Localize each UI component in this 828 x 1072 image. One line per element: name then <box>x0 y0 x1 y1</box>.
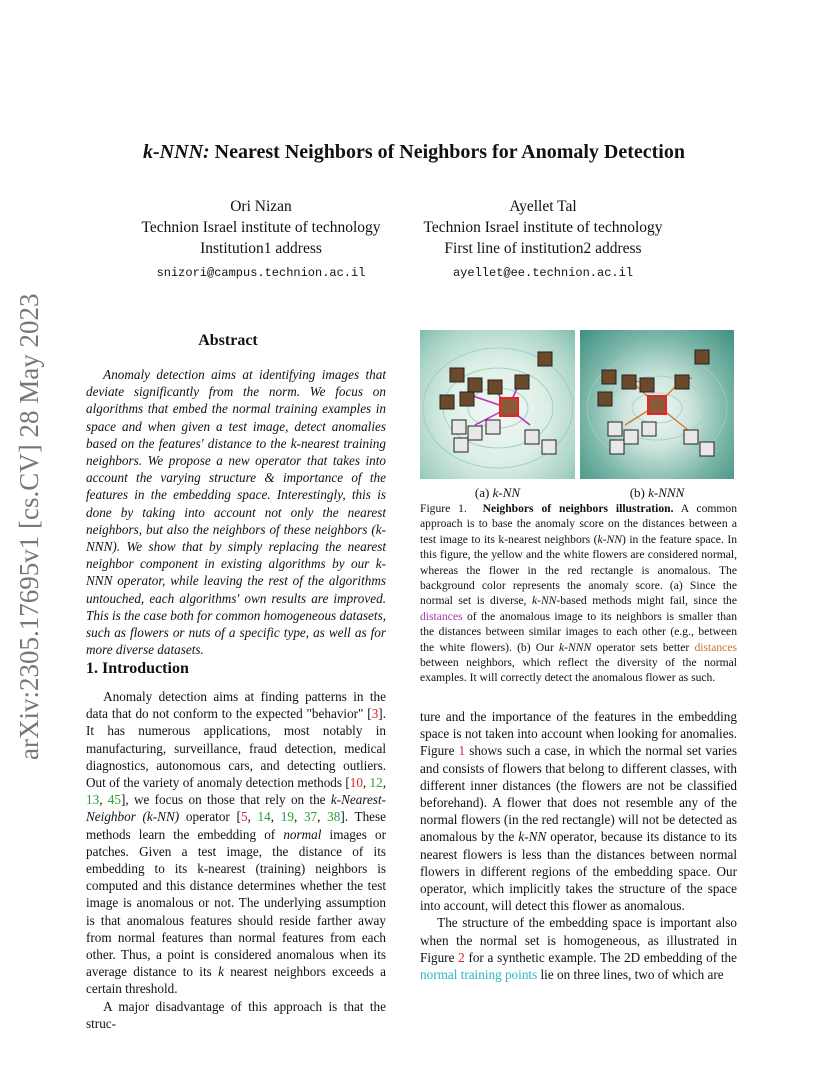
introduction-heading: 1. Introduction <box>86 660 189 677</box>
figure-link[interactable]: 1 <box>458 743 466 759</box>
author-email[interactable]: ayellet@ee.technion.ac.il <box>452 266 634 280</box>
citation-link[interactable]: 37 <box>303 809 318 825</box>
figure-link[interactable]: 2 <box>458 949 465 965</box>
subfigure-label-b: (b) k-NNN <box>629 485 685 500</box>
author-2 <box>402 196 684 284</box>
abstract-paragraph: Anomaly detection aims at identifying images that deviate significantly from the norm. We focus on algorithms that embed the normal training examples in space and when given a test image, detect anomalies based on the features' distance to the k-nearest training neighbors. We propose a new operator that takes into account the varying structure & importance of the features in the embedding space. Interestingly, this is done by taking into account not only the nearest neighbors, but also the neighbors of these neighbors (k-NNN). We show that by simply replacing the nearest neighbor component in existing algorithms by our k-NNN operator, while leaving the rest of the algorithms untouched, each algorithms' own results are improved. This is the case both for common homogeneous datasets, such as flowers or nuts of a specific type, as well as for more diverse datasets. <box>86 367 386 658</box>
citation-link[interactable]: 38 <box>327 809 341 825</box>
subfigure-label-a: (a) k-NN <box>474 485 521 500</box>
author-address: Institution1 address <box>200 240 322 257</box>
intro-column-left <box>86 688 386 1032</box>
paper-title <box>0 141 828 164</box>
author-name: Ayellet Tal <box>509 198 577 215</box>
abstract-heading: Abstract <box>198 332 258 349</box>
intro-paragraph-1: Anomaly detection aims at finding patterns in the data that do not conform to the expected "behavior" [3]. It has numerous applications, most notably in manufacturing, surveillance, fraud detection, medical diagnostics, autonomous cars, and detecting outliers. Out of the variety of anomaly detection methods [10, 12, 13, 45], we focus on those that rely on the k-Nearest-Neighbor (k-NN) operator [5, 14, 19, 37, 38]. These methods learn the embedding of normal images or patches. Given a test image, the distance of its embedding to its k-nearest (training) neighbors is computed and this distance determines whether the test image is anomalous or not. The underlying assumption is that anomalous features should reside farther away from normal features than normal features from each other. Thus, a point is considered anomalous when its average distance to its k nearest neighbors exceeds a certain threshold. <box>86 689 386 997</box>
knnn-embedding-illustration <box>580 330 734 479</box>
author-1 <box>120 196 402 284</box>
figure-panel-knnn <box>580 330 734 479</box>
citation-link[interactable]: 10 <box>349 775 363 791</box>
citation-link[interactable]: 12 <box>369 775 383 791</box>
arxiv-stamp: arXiv:2305.17695v1 [cs.CV] 28 May 2023 <box>14 293 44 760</box>
knn-embedding-illustration <box>420 330 575 479</box>
author-email[interactable]: snizori@campus.technion.ac.il <box>156 266 366 280</box>
citation-link[interactable]: 3 <box>371 706 379 722</box>
citation-link[interactable]: 19 <box>280 809 294 825</box>
citation-link[interactable]: 45 <box>107 792 121 808</box>
author-affiliation: Technion Israel institute of technology <box>141 219 381 236</box>
author-address: First line of institution2 address <box>444 240 642 257</box>
author-affiliation: Technion Israel institute of technology <box>423 219 663 236</box>
author-name: Ori Nizan <box>230 198 292 215</box>
intro-paragraph-2: A major disadvantage of this approach is that the struc- <box>86 998 386 1031</box>
figure-caption: Figure 1. Neighbors of neighbors illustration. A common approach is to base the anomaly score on the distances between a test image to its k-nearest neighbors (k-NN) in the feature space. In this figure, the yellow and the white flowers are considered normal, whereas the flower in the red rectangle is anomalous. The background color represents the anomaly score. (a) Since the normal set is diverse, k-NN-based methods might fail, since the distances of the anomalous image to its neighbors is smaller than the distances between similar images to each other (e.g., between the white flowers). (b) Our k-NNN operator sets better distances between neighbors, which reflect the diversity of the normal examples. It will correctly detect the anomalous flower as such. <box>420 502 737 685</box>
citation-link[interactable]: 5 <box>240 809 248 825</box>
citation-link[interactable]: 13 <box>86 792 100 808</box>
citation-link[interactable]: 14 <box>257 809 271 825</box>
intro-paragraph-4: The structure of the embedding space is important also when the normal set is homogeneous, as illustrated in Figure 2 for a synthetic example. The 2D embedding of the normal training points lie on three lines, two of which are <box>420 915 737 983</box>
figure-panel-knn <box>420 330 575 479</box>
abstract-text <box>86 366 386 658</box>
title-method: k-NNN: <box>143 141 210 163</box>
intro-column-right <box>420 708 737 983</box>
title-text: Nearest Neighbors of Neighbors for Anomaly Detection <box>209 141 685 163</box>
intro-paragraph-3: ture and the importance of the features in the embedding space is not taken into account when looking for anomalies. Figure 1 shows such a case, in which the normal set varies and consists of flowers that belong to different classes, with different inner distances (the flowers are not be classified beforehand). A flower that does not resemble any of the normal flowers (in the red rectangle) will not be detected as anomalous by the k-NN operator, because its distance to its nearest flowers is less than the distances between normal flowers in different regions of the embedding space. Our operator, which implicitly takes the structure of the space into account, will detect this flower as anomalous. <box>420 709 737 914</box>
